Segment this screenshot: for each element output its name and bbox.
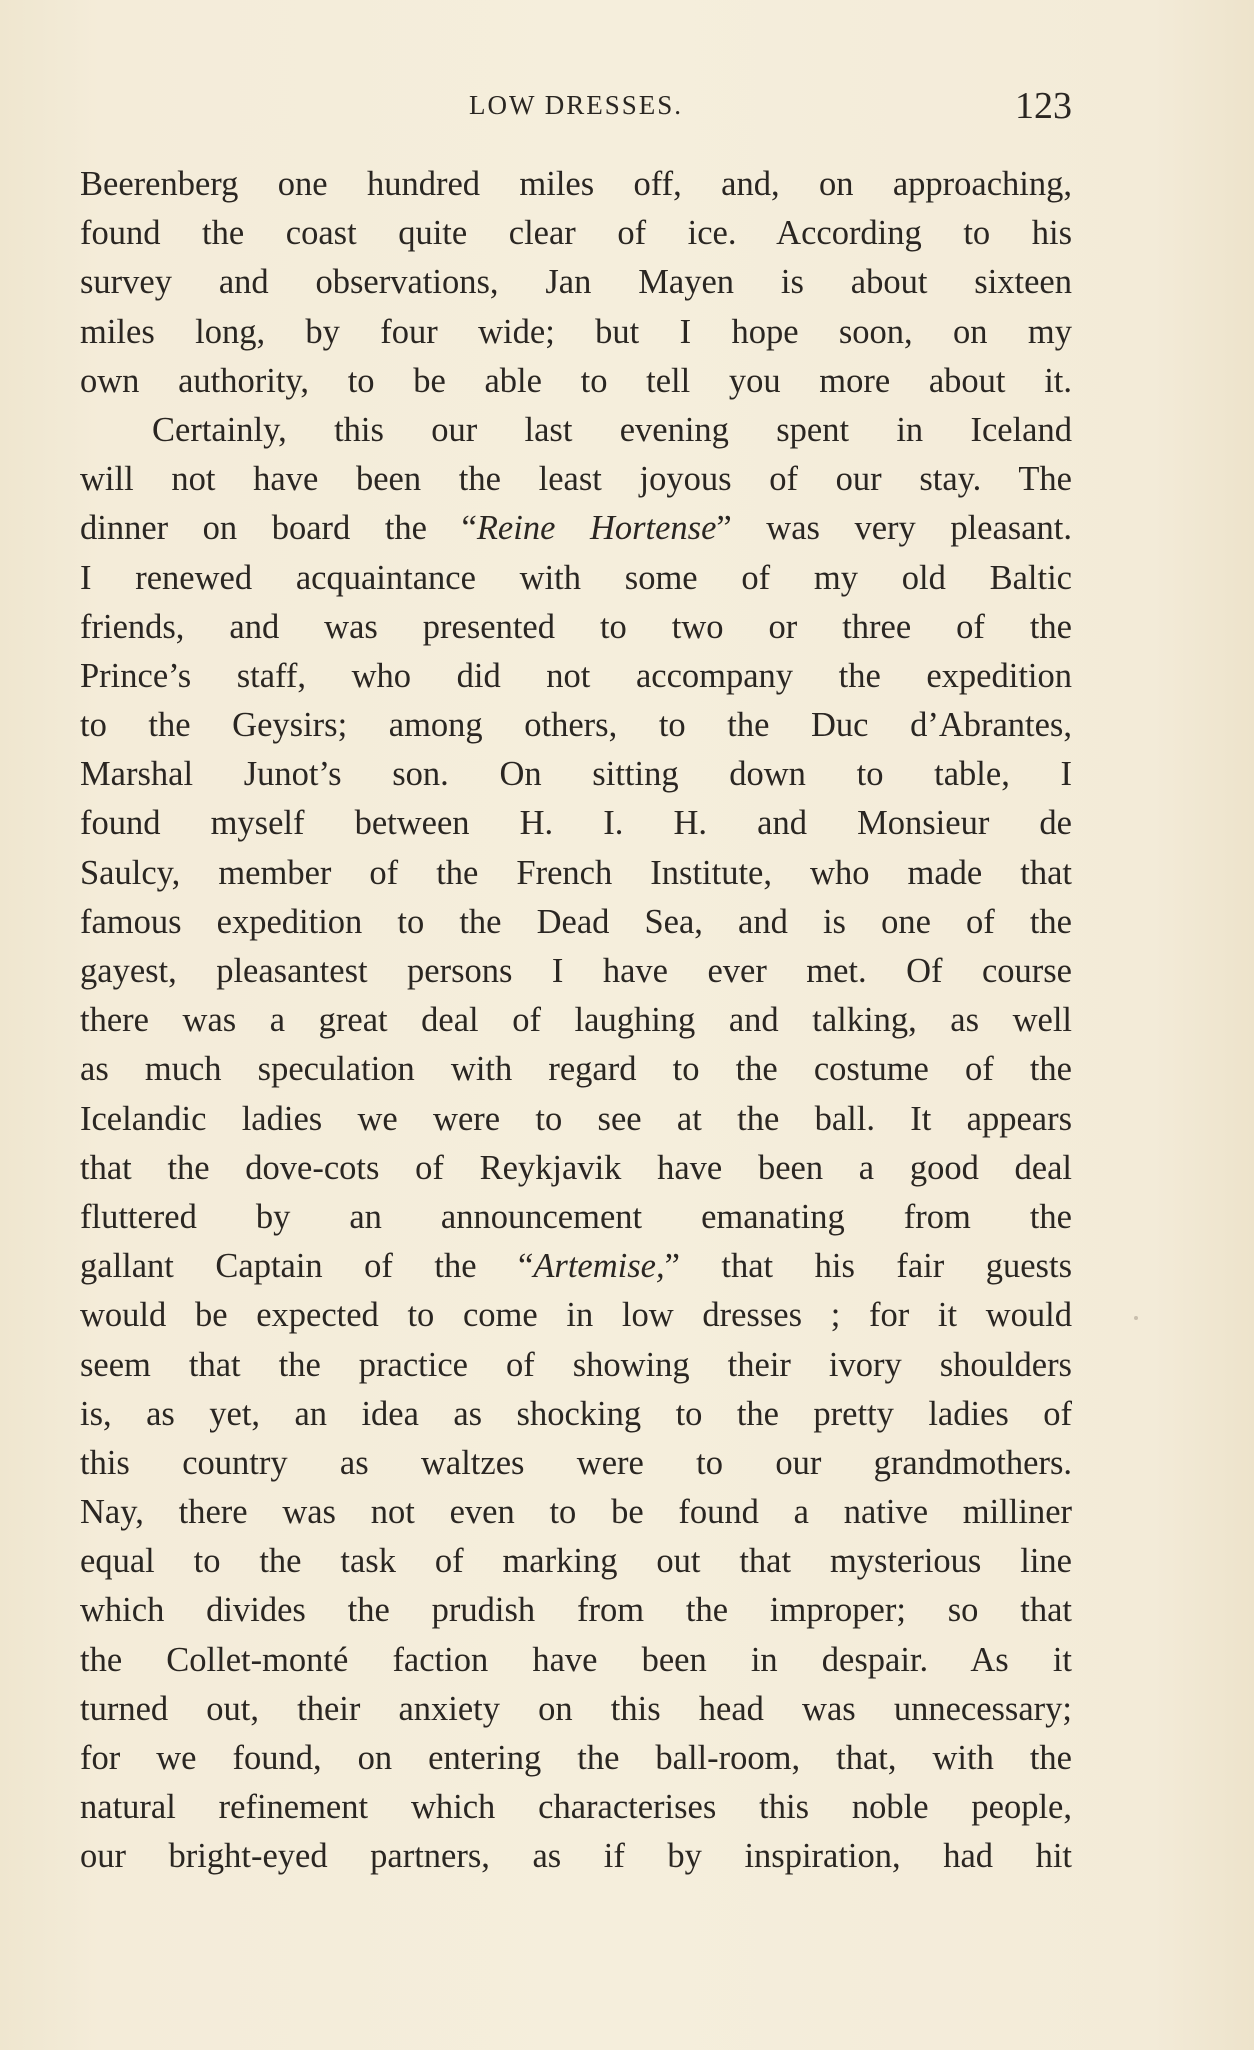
text-line: this country as waltzes were to our grandmothers. — [80, 1443, 1072, 1482]
text-segment: gallant Captain of the “ — [80, 1247, 534, 1286]
text-line: that the dove-cots of Reykjavik have been a good deal — [80, 1148, 1072, 1187]
text-segment: ” that his fair guests — [664, 1247, 1072, 1286]
text-line: Marshal Junot’s son. On sitting down to table, I — [80, 755, 1072, 794]
text-line: Saulcy, member of the French Institute, who made that — [80, 853, 1072, 892]
italic-ship-name: Artemise, — [533, 1247, 665, 1286]
text-segment: ” was very pleasant. — [716, 509, 1072, 548]
text-line: equal to the task of marking out that mysterious line — [80, 1542, 1072, 1581]
text-line: seem that the practice of showing their ivory shoulders — [80, 1345, 1072, 1384]
text-line: which divides the prudish from the improper; so that — [80, 1591, 1072, 1630]
text-line: as much speculation with regard to the costume of the — [80, 1050, 1072, 1089]
text-segment: dinner on board the “ — [80, 509, 477, 548]
paper-speck — [1134, 1316, 1138, 1320]
text-line: our bright-eyed partners, as if by inspiration, had hit — [80, 1837, 1072, 1876]
text-line: friends, and was presented to two or three of the — [80, 607, 1072, 646]
text-line — [80, 1242, 1072, 1291]
italic-ship-name: Reine Hortense — [476, 509, 717, 548]
text-line: famous expedition to the Dead Sea, and is one of the — [80, 902, 1072, 941]
text-line: found myself between H. I. H. and Monsieur de — [80, 804, 1072, 843]
text-line: miles long, by four wide; but I hope soon, on my — [80, 312, 1072, 351]
text-line: turned out, their anxiety on this head was unnecessary; — [80, 1689, 1072, 1728]
text-line: would be expected to come in low dresses ; for it would — [80, 1296, 1072, 1335]
running-head — [80, 84, 1072, 134]
text-line: I renewed acquaintance with some of my old Baltic — [80, 558, 1072, 597]
body-text — [80, 160, 1072, 1882]
text-line: there was a great deal of laughing and talking, as well — [80, 1001, 1072, 1040]
text-line: to the Geysirs; among others, to the Duc d’Abrantes, — [80, 706, 1072, 745]
text-line: natural refinement which characterises this noble people, — [80, 1788, 1072, 1827]
text-line: is, as yet, an idea as shocking to the pretty ladies of — [80, 1394, 1072, 1433]
text-line — [80, 504, 1072, 553]
text-line: fluttered by an announcement emanating from the — [80, 1197, 1072, 1236]
text-line: Certainly, this our last evening spent in Iceland — [152, 410, 1072, 449]
text-line: the Collet-monté faction have been in despair. As it — [80, 1640, 1072, 1679]
text-line: Icelandic ladies we were to see at the ball. It appears — [80, 1099, 1072, 1138]
text-line: will not have been the least joyous of our stay. The — [80, 460, 1072, 499]
page-number: 123 — [1015, 85, 1072, 127]
text-line: found the coast quite clear of ice. According to his — [80, 214, 1072, 253]
text-line: for we found, on entering the ball-room, that, with the — [80, 1739, 1072, 1777]
text-line: own authority, to be able to tell you more about it. — [80, 361, 1072, 400]
text-line: Beerenberg one hundred miles off, and, on approaching, — [80, 165, 1072, 203]
text-line: survey and observations, Jan Mayen is about sixteen — [80, 263, 1072, 302]
running-title: LOW DRESSES. — [468, 90, 684, 120]
text-line: Nay, there was not even to be found a native milliner — [80, 1493, 1072, 1532]
text-line: Prince’s staff, who did not accompany the expedition — [80, 656, 1072, 695]
text-line: gayest, pleasantest persons I have ever met. Of course — [80, 952, 1072, 990]
